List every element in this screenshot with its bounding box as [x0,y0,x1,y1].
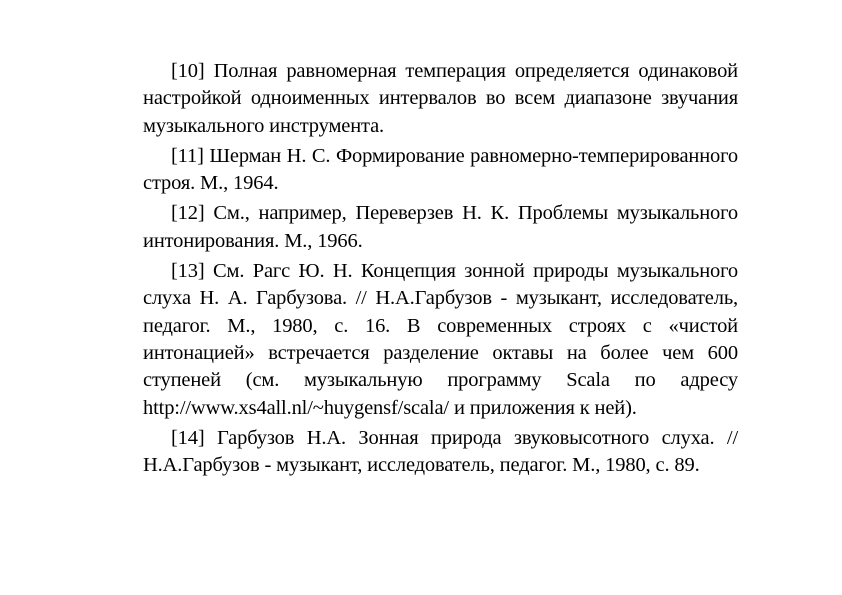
footnote-10: [10] Полная равномерная темперация определяется одинаковой настройкой одноименных интервалов во всем диапазоне звучания музыкального инструмента. [143,60,738,137]
footnotes-page [143,58,738,482]
footnote-11: [11] Шерман Н. С. Формирование равномерно-темперированного строя. М., 1964. [143,144,738,195]
footnote-12: [12] См., например, Переверзев Н. К. Проблемы музыкального интонирования. М., 1966. [143,202,738,252]
footnote-13: [13] См. Рагс Ю. Н. Концепция зонной природы музыкального слуха Н. А. Гарбузова. // Н.А.Гарбузов - музыкант, исследователь, педагог. М., 1980, с. 16. В современных строях с «чистой интонацией» встречается разделение октавы на более чем 600 ступеней (см. музыкальную программу Scala по адресу http://www.xs4all.nl/~huygensf/scala/ и приложения к ней). [143,260,738,419]
footnote-14: [14] Гарбузов Н.А. Зонная природа звуковысотного слуха. // Н.А.Гарбузов - музыкант, исследователь, педагог. М., 1980, с. 89. [143,426,738,477]
